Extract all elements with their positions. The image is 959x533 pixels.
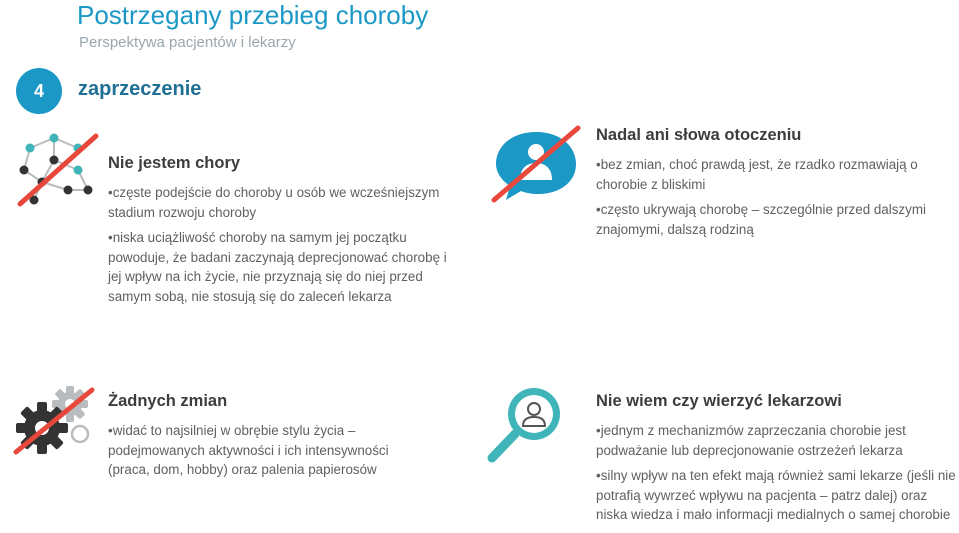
block-title: Żadnych zmian: [108, 392, 228, 410]
molecule-crossed-icon: [12, 130, 102, 212]
bullet-item: • często ukrywają chorobę – szczególnie przed dalszymi znajomymi, dalszą rodziną: [596, 200, 958, 239]
gears-crossed-icon: [10, 384, 96, 458]
bullet-list: [596, 421, 958, 525]
bullet-item: • bez zmian, choć prawdą jest, że rzadko rozmawiają o chorobie z bliskimi: [596, 155, 958, 194]
content-block-zadnych-zmian: [108, 392, 408, 486]
bullet-list: [108, 421, 408, 480]
bullet-item: • widać to najsilniej w obrębie stylu życia – podejmowanych aktywności i ich intensywności (praca, dom, hobby) oraz palenia papierosów: [108, 421, 408, 480]
content-block-nie-jestem-chory: [108, 154, 458, 312]
speech-bubble-person-crossed-icon: [488, 124, 584, 206]
bullet-list: [596, 155, 958, 239]
bullet-item: • silny wpływ na ten efekt mają również sami lekarze (jeśli nie potrafią wywrzeć wpływu na pacjenta – patrz dalej) oraz niska wiedza i mało informacji medialnych o samej chorobie: [596, 466, 958, 525]
magnifier-person-icon: [484, 382, 564, 466]
section-number-badge: 4: [16, 68, 62, 114]
page-subtitle: Perspektywa pacjentów i lekarzy: [79, 34, 296, 51]
block-title: Nadal ani słowa otoczeniu: [596, 126, 802, 144]
bullet-list: [108, 183, 458, 306]
content-block-nadal-ani-slowa: [596, 126, 958, 245]
content-block-nie-wiem-czy-wierzyc: [596, 392, 958, 531]
block-title: Nie wiem czy wierzyć lekarzowi: [596, 392, 842, 410]
block-title: Nie jestem chory: [108, 154, 241, 172]
section-label: zaprzeczenie: [78, 78, 202, 100]
bullet-item: • częste podejście do choroby u osób we wcześniejszym stadium rozwoju choroby: [108, 183, 458, 222]
bullet-item: • jednym z mechanizmów zaprzeczania chorobie jest podważanie lub deprecjonowanie ostrzeżeń lekarza: [596, 421, 958, 460]
bullet-item: • niska uciążliwość choroby na samym jej początku powoduje, że badani zaczynają deprecjonować chorobę i jej wpływ na ich życie, nie przyznają się do niej przed samym sobą, nie stosują się do zaleceń lekarza: [108, 228, 458, 306]
page-title: Postrzegany przebieg choroby: [77, 0, 429, 30]
